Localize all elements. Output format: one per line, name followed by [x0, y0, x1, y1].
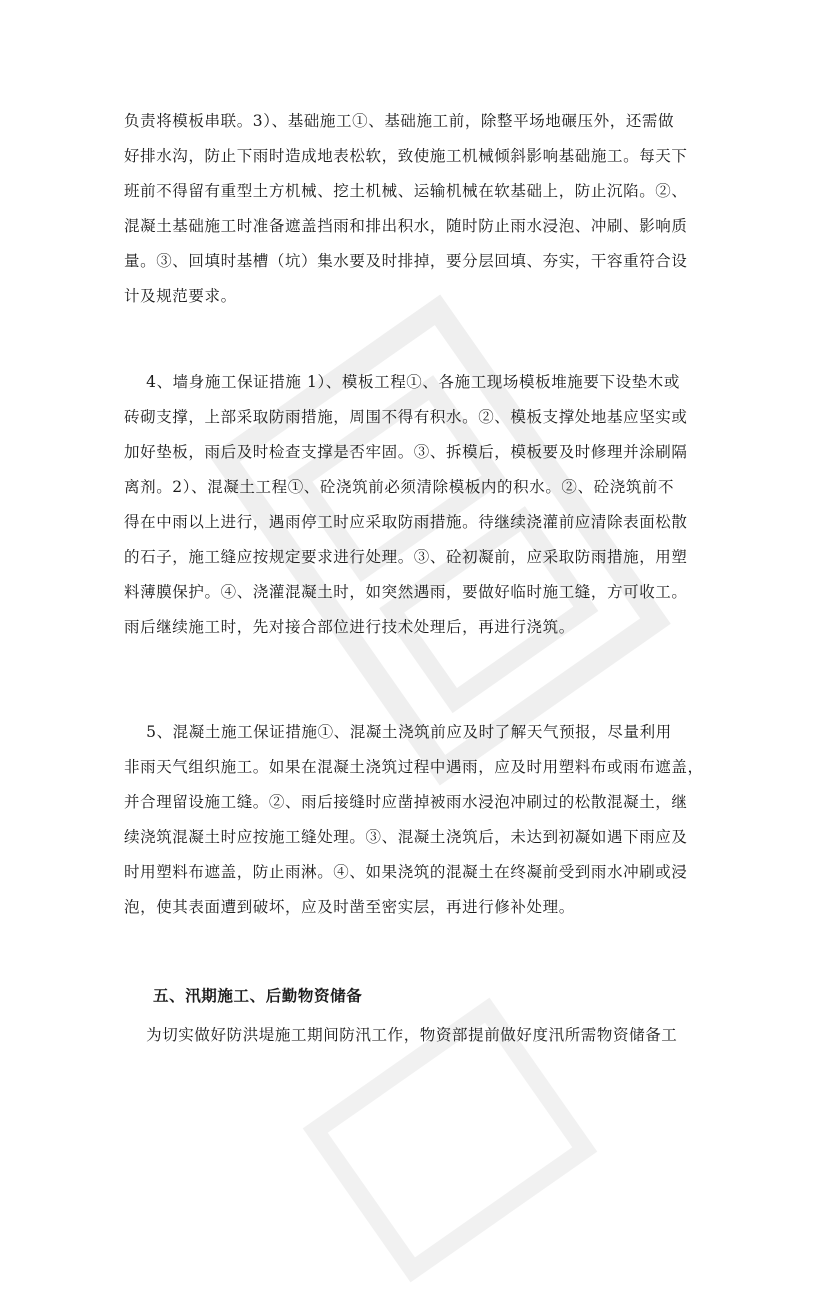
- text-line: 得在中雨以上进行，遇雨停工时应采取防雨措施。待继续浇灌前应清除表面松散: [124, 513, 688, 531]
- text-line: 雨后继续施工时，先对接合部位进行技术处理后，再进行浇筑。: [124, 618, 575, 636]
- text-line: 班前不得留有重型土方机械、挖土机械、运输机械在软基础上，防止沉陷。②、: [124, 182, 688, 200]
- text-line: 时用塑料布遮盖，防止雨淋。④、如果浇筑的混凝土在终凝前受到雨水冲刷或浸: [124, 863, 688, 881]
- text-line: 并合理留设施工缝。②、雨后接缝时应凿掉被雨水浸泡冲刷过的松散混凝土，继: [124, 793, 688, 811]
- text-line: 混凝土基础施工时准备遮盖挡雨和排出积水，随时防止雨水浸泡、冲刷、影响质: [124, 217, 688, 235]
- text-line: 的石子，施工缝应按规定要求进行处理。③、砼初凝前，应采取防雨措施，用塑: [124, 548, 688, 566]
- text-line: 非雨天气组织施工。如果在混凝土浇筑过程中遇雨，应及时用塑料布或雨布遮盖，: [124, 758, 704, 776]
- paragraph-concrete: [124, 715, 714, 925]
- text-line: 加好垫板，雨后及时检查支撑是否牢固。③、拆模后，模板要及时修理并涂刷隔: [124, 443, 688, 461]
- text-line: 计及规范要求。: [124, 287, 237, 305]
- paragraph-wall-construction: [124, 365, 714, 645]
- text-line: 好排水沟，防止下雨时造成地表松软，致使施工机械倾斜影响基础施工。每天下: [124, 147, 688, 165]
- text-line: 负责将模板串联。3）、基础施工①、基础施工前，除整平场地碾压外，还需做: [124, 112, 675, 130]
- text-line: 量。③、回填时基槽（坑）集水要及时排掉，要分层回填、夯实，干容重符合设: [124, 252, 688, 270]
- text-line: 离剂。2）、混凝土工程①、砼浇筑前必须清除模板内的积水。②、砼浇筑前不: [124, 478, 675, 496]
- text-line: 砖砌支撑，上部采取防雨措施，周围不得有积水。②、模板支撑处地基应坚实或: [124, 408, 688, 426]
- paragraph-foundation: [124, 104, 714, 314]
- paragraph-materials: [124, 1018, 714, 1053]
- text-line: 为切实做好防洪堤施工期间防汛工作，物资部提前做好度汛所需物资储备工: [124, 1026, 678, 1044]
- text-line: 泡，使其表面遭到破坏，应及时凿至密实层，再进行修补处理。: [124, 898, 575, 916]
- text-line: 料薄膜保护。④、浇灌混凝土时，如突然遇雨，要做好临时施工缝，方可收工。: [124, 583, 688, 601]
- text-line: 续浇筑混凝土时应按施工缝处理。③、混凝土浇筑后，未达到初凝如遇下雨应及: [124, 828, 688, 846]
- text-line: 5、混凝土施工保证措施①、混凝土浇筑前应及时了解天气预报，尽量利用: [124, 723, 672, 741]
- section-heading: 五、汛期施工、后勤物资储备: [153, 986, 363, 1005]
- text-line: 4、墙身施工保证措施 1）、模板工程①、各施工现场模板堆施要下设垫木或: [124, 373, 681, 391]
